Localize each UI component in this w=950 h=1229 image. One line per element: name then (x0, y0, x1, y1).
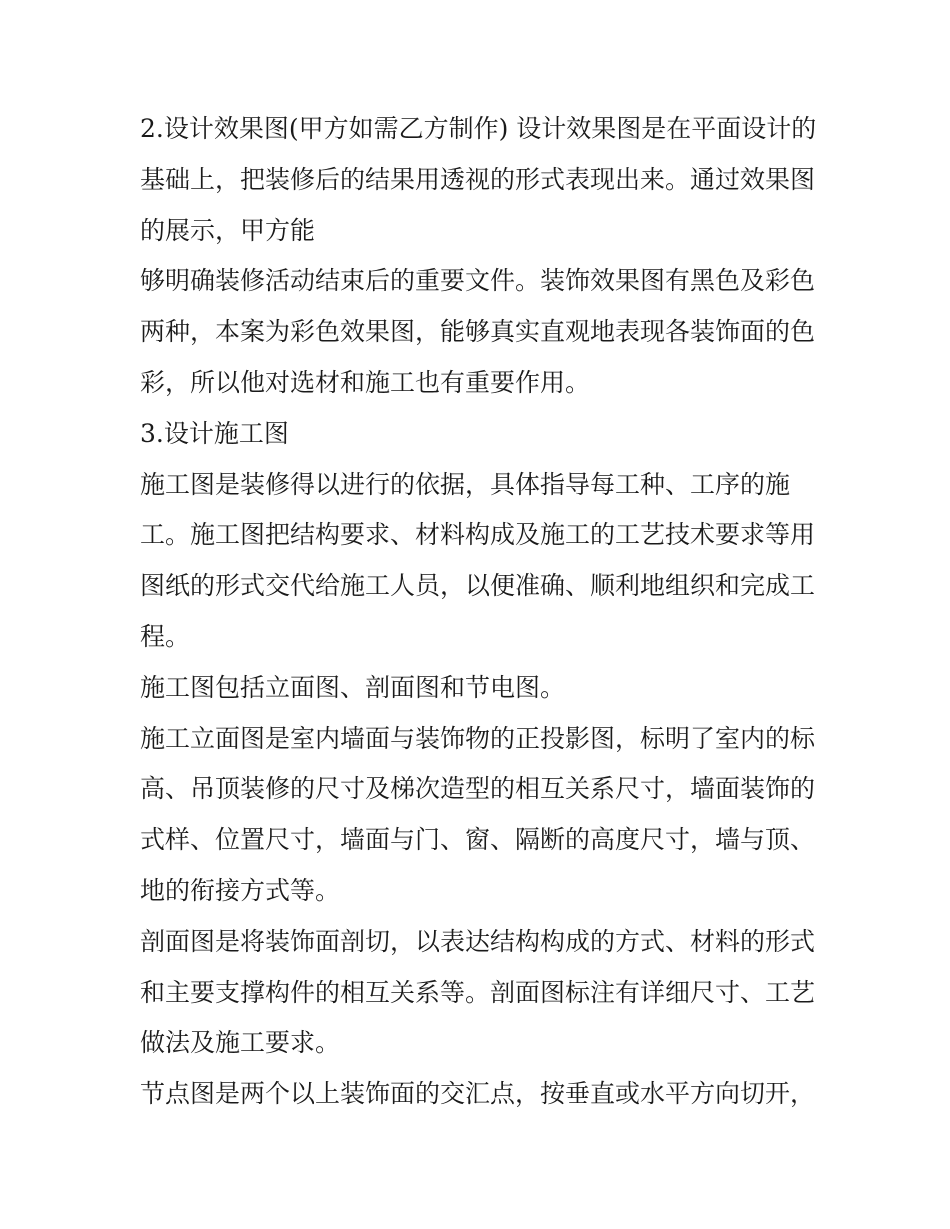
paragraph-elevation-drawing: 施工立面图是室内墙面与装饰物的正投影图，标明了室内的标高、吊顶装修的尺寸及梯次造型的相互关系尺寸，墙面装饰的式样、位置尺寸，墙面与门、窗、隔断的高度尺寸，墙与顶、地的衔接方式等。 (140, 723, 816, 905)
paragraph-node-drawing: 节点图是两个以上装饰面的交汇点，按垂直或水平方向切开， (140, 1079, 816, 1109)
paragraph-construction-drawing-basis: 施工图是装修得以进行的依据，具体指导每工种、工序的施工。施工图把结构要求、材料构成及施工的工艺技术要求等用图纸的形式交代给施工人员，以便准确、顺利地组织和完成工程。 (140, 469, 816, 651)
paragraph-section-drawing: 剖面图是将装饰面剖切，以表达结构构成的方式、材料的形式和主要支撑构件的相互关系等。剖面图标注有详细尺寸、工艺做法及施工要求。 (140, 926, 816, 1058)
document-body (140, 104, 820, 1120)
paragraph-effect-drawing-intro: 2.设计效果图(甲方如需乙方制作) 设计效果图是在平面设计的基础上，把装修后的结果用透视的形式表现出来。通过效果图的展示，甲方能 (140, 114, 817, 245)
section-heading-construction-drawing: 3.设计施工图 (140, 418, 289, 448)
paragraph-construction-drawing-types: 施工图包括立面图、剖面图和节电图。 (140, 672, 566, 702)
paragraph-effect-drawing-detail: 够明确装修活动结束后的重要文件。装饰效果图有黑色及彩色两种，本案为彩色效果图，能够真实直观地表现各装饰面的色彩，所以他对选材和施工也有重要作用。 (140, 266, 816, 397)
